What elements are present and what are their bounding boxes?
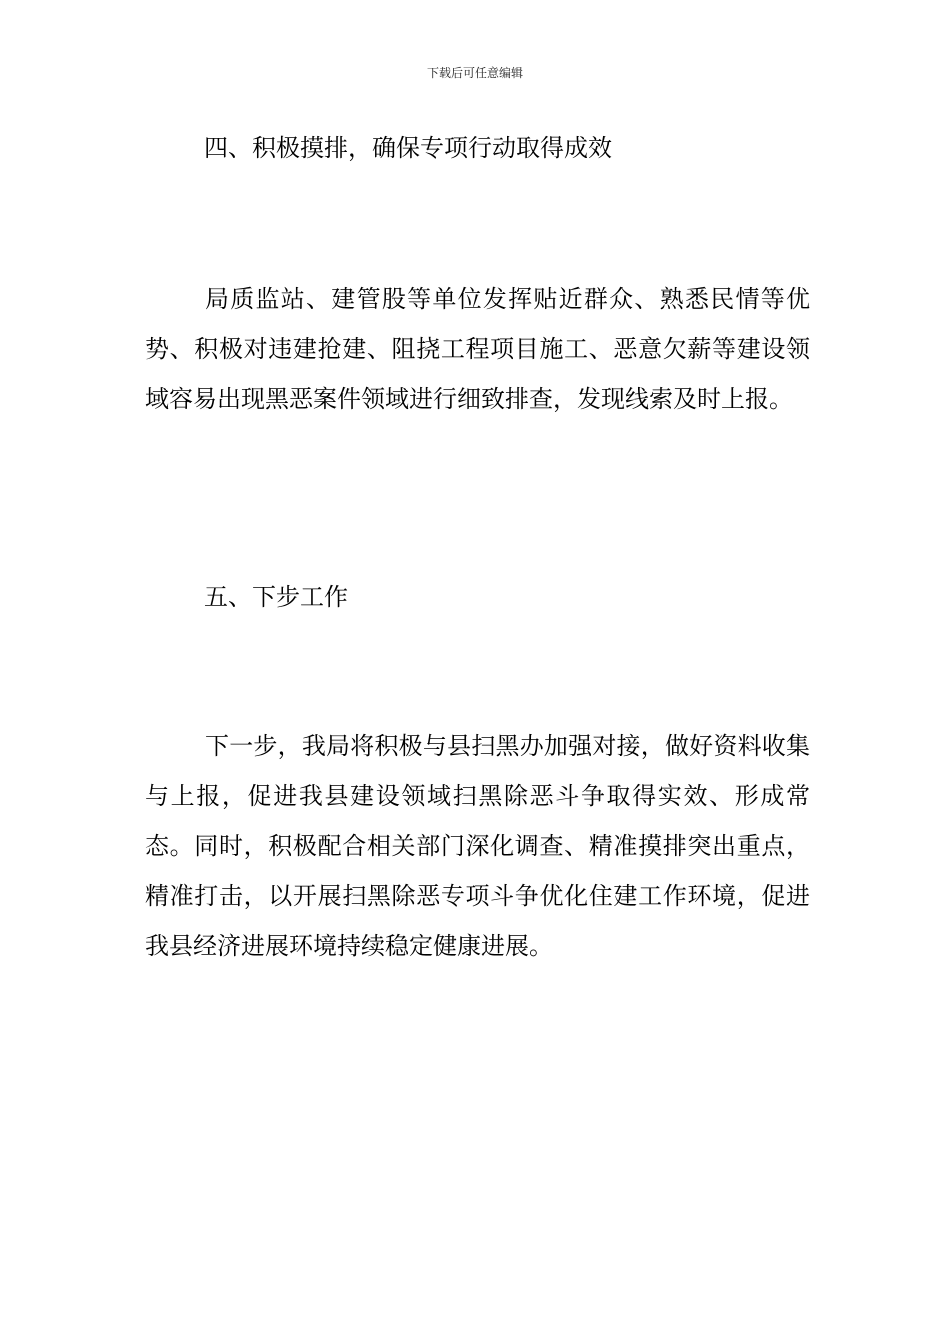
section-paragraph-4: 局质监站、建管股等单位发挥贴近群众、熟悉民情等优势、积极对违建抢建、阻挠工程项目施工、恶意欠薪等建设领域容易出现黑恶案件领域进行细致排查，发现线索及时上报。: [145, 285, 810, 413]
section-heading-4: 四、积极摸排，确保专项行动取得成效: [204, 134, 612, 162]
page-header: 下载后可任意编辑: [426, 66, 523, 80]
section-heading-5: 五、下步工作: [204, 583, 348, 611]
section-paragraph-5: 下一步，我局将积极与县扫黑办加强对接，做好资料收集与上报，促进我县建设领域扫黑除恶斗争取得实效、形成常态。同时，积极配合相关部门深化调查、精准摸排突出重点，精准打击，以开展扫黑除恶专项斗争优化住建工作环境，促进我县经济进展环境持续稳定健康进展。: [145, 732, 810, 960]
